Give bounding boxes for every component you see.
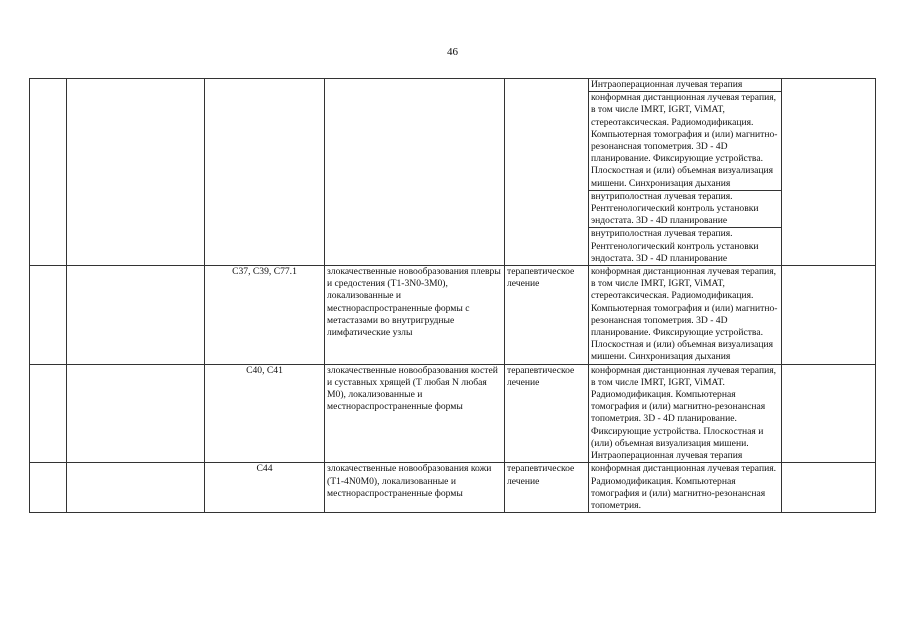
cell-method: конформная дистанционная лучевая терапия, в том числе IMRT, IGRT, ViMAT, стереотаксическая. Радиомодификация. Компьютерная томография и (или) магнитно-резонансная топометрия. 3D - 4D планирование. Фиксирующие устройства. Плоскостная и (или) объемная визуализация мишени. Синхронизация дыхания — [589, 266, 782, 365]
continuation-row — [30, 79, 876, 92]
cell-empty — [30, 463, 67, 513]
cell-diagnosis: злокачественные новообразования костей и суставных хрящей (T любая N любая M0), локализованные и местнораспространенные формы — [325, 364, 505, 463]
cell-diagnosis: злокачественные новообразования кожи (T1-4N0M0), локализованные и местнораспространенные формы — [325, 463, 505, 513]
cell-empty — [782, 364, 876, 463]
cell-empty — [782, 266, 876, 365]
cell-code: C44 — [205, 463, 325, 513]
cell-treatment: терапевтическое лечение — [505, 266, 589, 365]
cell-diagnosis: злокачественные новообразования плевры и средостения (T1-3N0-3M0), локализованные и местнораспространенные формы с метастазами во внутригрудные лимфатические узлы — [325, 266, 505, 365]
cell-diagnosis — [325, 79, 505, 266]
cell-code: C40, C41 — [205, 364, 325, 463]
cell-code: C37, C39, C77.1 — [205, 266, 325, 365]
cell-empty — [67, 79, 205, 266]
cell-method: конформная дистанционная лучевая терапия, в том числе IMRT, IGRT, ViMAT, стереотаксическая. Радиомодификация. Компьютерная томография и (или) магнитно-резонансная топометрия. 3D - 4D планирование. Фиксирующие устройства. Плоскостная и (или) объемная визуализация мишени. Синхронизация дыхания — [589, 92, 782, 191]
table-row — [30, 463, 876, 513]
cell-method: Интраоперационная лучевая терапия — [589, 79, 782, 92]
cell-method: внутриполостная лучевая терапия. Рентгенологический контроль установки эндостата. 3D - 4D планирование — [589, 190, 782, 228]
cell-method: внутриполостная лучевая терапия. Рентгенологический контроль установки эндостата. 3D - 4D планирование — [589, 228, 782, 266]
cell-method: конформная дистанционная лучевая терапия, в том числе IMRT, IGRT, ViMAT. Радиомодификация. Компьютерная томография и (или) магнитно-резонансная топометрия. 3D - 4D планирование. Фиксирующие устройства. Плоскостная и (или) объемная визуализация мишени. Интраоперационная лучевая терапия — [589, 364, 782, 463]
cell-treatment: терапевтическое лечение — [505, 463, 589, 513]
cell-empty — [30, 364, 67, 463]
cell-empty — [30, 79, 67, 266]
cell-empty — [30, 266, 67, 365]
cell-empty — [67, 463, 205, 513]
cell-method: конформная дистанционная лучевая терапия. Радиомодификация. Компьютерная томография и (или) магнитно-резонансная топометрия. — [589, 463, 782, 513]
cell-code — [205, 79, 325, 266]
treatment-table — [29, 78, 876, 513]
cell-empty — [782, 463, 876, 513]
table-row — [30, 364, 876, 463]
table-row — [30, 266, 876, 365]
cell-treatment: терапевтическое лечение — [505, 364, 589, 463]
cell-empty — [67, 266, 205, 365]
page-number: 46 — [447, 46, 458, 58]
cell-treatment — [505, 79, 589, 266]
cell-empty — [67, 364, 205, 463]
cell-empty — [782, 79, 876, 266]
